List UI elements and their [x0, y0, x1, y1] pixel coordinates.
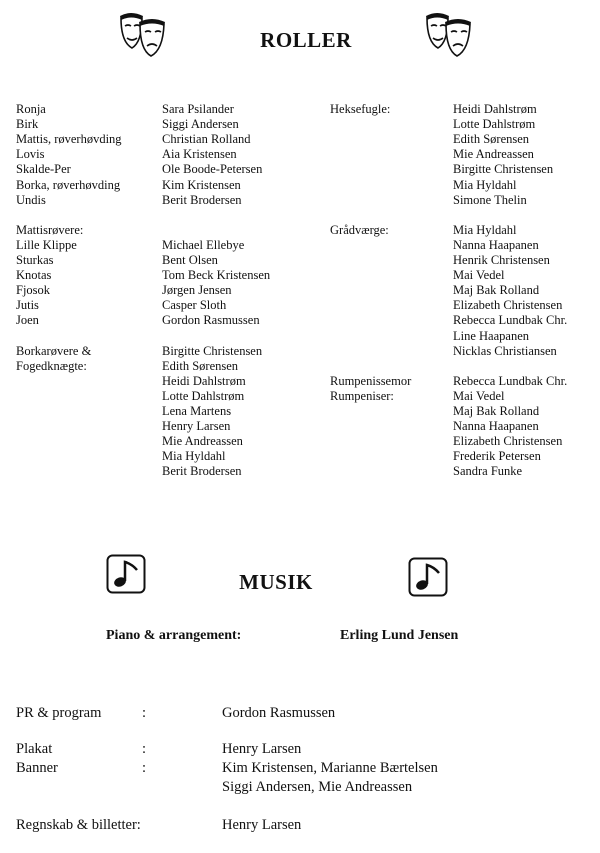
- cast-left-actor: Edith Sørensen: [162, 358, 239, 373]
- cast-left-role: Mattisrøvere:: [16, 222, 84, 237]
- cast-left-actor: Lotte Dahlstrøm: [162, 388, 245, 403]
- cast-left-role: Birk: [16, 117, 39, 132]
- cast-right-role: Rumpenissemor: [330, 373, 412, 388]
- cast-left-actor: Gordon Rasmussen: [162, 313, 260, 328]
- cast-left-role: Borka, røverhøvding: [16, 177, 121, 192]
- cast-right-actor: Maj Bak Rolland: [453, 404, 540, 418]
- musik-heading: MUSIK: [239, 570, 313, 594]
- cast-left-role: Skalde-Per: [16, 162, 71, 177]
- cast-right-actor: Mai Vedel: [453, 388, 505, 403]
- cast-right-actor: Mai Vedel: [453, 268, 505, 283]
- cast-left-actor: Lena Martens: [162, 404, 232, 418]
- cast-left-role: Sturkas: [16, 253, 54, 267]
- cast-left-actor: Tom Beck Kristensen: [162, 268, 271, 283]
- cast-right-actor: Nicklas Christiansen: [453, 343, 557, 358]
- cast-left-actor: Henry Larsen: [162, 419, 231, 434]
- cast-left-actor: Ole Boode-Petersen: [162, 162, 263, 177]
- cast-left-role: Lovis: [16, 147, 45, 162]
- cast-right-actor: Lotte Dahlstrøm: [453, 117, 536, 132]
- cast-right-actor: Elizabeth Christensen: [453, 298, 563, 313]
- cast-left-actor: Mie Andreassen: [162, 434, 243, 449]
- cast-left-role: Undis: [16, 192, 46, 207]
- credit-separator: :: [142, 760, 147, 776]
- roller-heading: ROLLER: [260, 28, 352, 52]
- credit-value: Henry Larsen: [222, 741, 302, 757]
- cast-left-actor: Michael Ellebye: [162, 237, 245, 252]
- cast-right-actor: Mie Andreassen: [453, 147, 534, 162]
- cast-left-actor: Berit Brodersen: [162, 192, 242, 207]
- cast-left-actor: Sara Psilander: [162, 102, 234, 116]
- cast-right-actor: Maj Bak Rolland: [453, 283, 540, 298]
- cast-right-actor: Birgitte Christensen: [453, 162, 554, 177]
- credit-label: Plakat: [16, 741, 53, 757]
- cast-right-actor: Sandra Funke: [453, 464, 523, 479]
- cast-left-role: Mattis, røverhøvding: [16, 132, 122, 147]
- cast-left-role: Joen: [16, 313, 39, 328]
- cast-right-actor: Frederik Petersen: [453, 449, 541, 464]
- credit-label: PR & program: [16, 705, 102, 721]
- cast-right-actor: Heidi Dahlstrøm: [453, 102, 537, 116]
- cast-right-actor: Mia Hyldahl: [453, 177, 517, 192]
- cast-left-role: Fjosok: [16, 283, 51, 298]
- cast-right-role: Heksefugle:: [330, 102, 391, 116]
- cast-right-actor: Nanna Haapanen: [453, 237, 539, 252]
- cast-right-role: Grådværge:: [330, 222, 389, 237]
- credit-value: Gordon Rasmussen: [222, 705, 336, 721]
- credit-label: Banner: [16, 760, 58, 776]
- cast-right-actor: Elizabeth Christensen: [453, 434, 563, 449]
- cast-left-actor: Berit Brodersen: [162, 464, 242, 479]
- cast-left-role: Ronja: [16, 102, 46, 116]
- cast-right-actor: Line Haapanen: [453, 328, 530, 343]
- cast-left-actor: Siggi Andersen: [162, 117, 239, 132]
- cast-right-actor: Rebecca Lundbak Chr.: [453, 373, 568, 388]
- cast-left-actor: Jørgen Jensen: [162, 283, 232, 298]
- cast-left-actor: Christian Rolland: [162, 132, 251, 147]
- cast-right-actor: Rebecca Lundbak Chr.: [453, 313, 568, 328]
- credit-value: Kim Kristensen, Marianne Bærtelsen: [222, 760, 438, 776]
- cast-left-role: Knotas: [16, 268, 52, 283]
- cast-left-role: Fogedknægte:: [16, 358, 87, 373]
- cast-left-actor: Heidi Dahlstrøm: [162, 373, 246, 388]
- musik-role: Piano & arrangement:: [106, 628, 242, 643]
- cast-right-actor: Henrik Christensen: [453, 253, 550, 267]
- cast-left-actor: Mia Hyldahl: [162, 449, 226, 464]
- cast-left-actor: Aia Kristensen: [162, 147, 237, 162]
- cast-left-actor: Casper Sloth: [162, 298, 227, 313]
- cast-right-actor: Edith Sørensen: [453, 132, 530, 147]
- credit-separator: :: [142, 705, 147, 721]
- credit-separator: :: [142, 741, 147, 757]
- musik-name: Erling Lund Jensen: [340, 628, 459, 643]
- cast-left-actor: Bent Olsen: [162, 253, 218, 267]
- cast-left-role: Lille Klippe: [16, 237, 77, 252]
- credit-value: Siggi Andersen, Mie Andreassen: [222, 779, 413, 795]
- cast-left-role: Jutis: [16, 298, 39, 313]
- cast-right-actor: Nanna Haapanen: [453, 419, 539, 434]
- cast-left-role: Borkarøvere &: [16, 343, 92, 358]
- cast-right-actor: Mia Hyldahl: [453, 222, 517, 237]
- cast-left-actor: Kim Kristensen: [162, 177, 241, 192]
- credit-value: Henry Larsen: [222, 817, 302, 833]
- cast-right-actor: Simone Thelin: [453, 192, 527, 207]
- cast-right-role: Rumpeniser:: [330, 388, 394, 403]
- credit-label: Regnskab & billetter:: [16, 817, 141, 833]
- cast-left-actor: Birgitte Christensen: [162, 343, 263, 358]
